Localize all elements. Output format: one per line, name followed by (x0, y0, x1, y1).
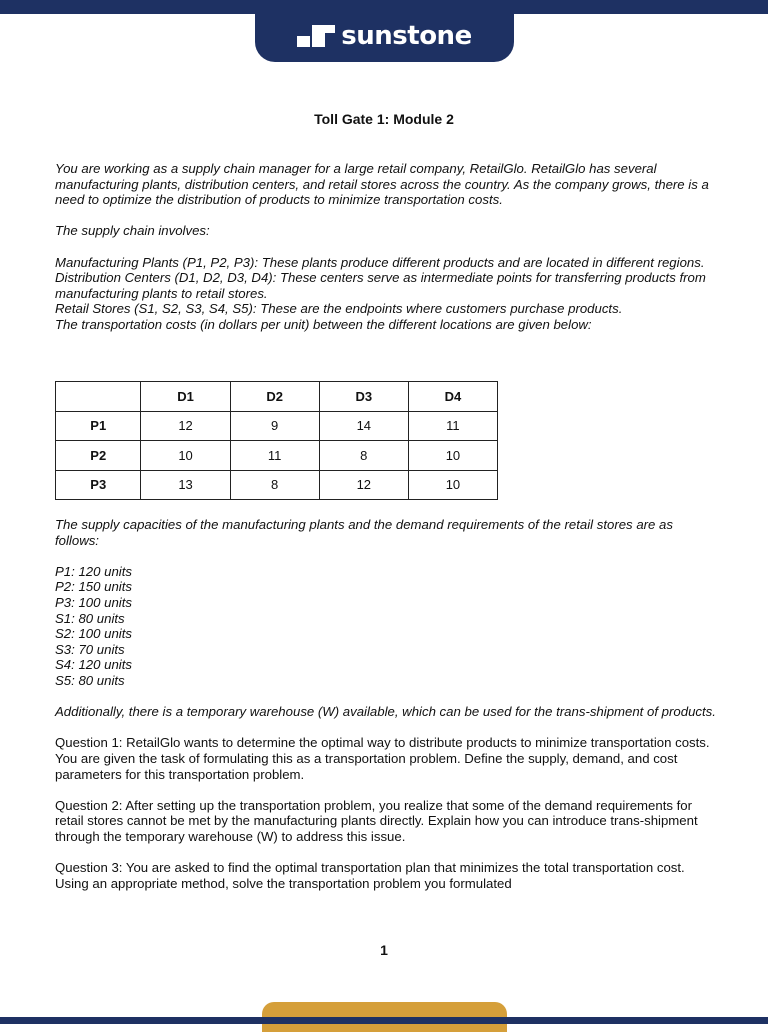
intro-section (55, 161, 717, 333)
table-cell: 11 (230, 441, 319, 471)
table-header-cell (56, 382, 141, 412)
costs-line: The transportation costs (in dollars per unit) between the different locations are given below: (55, 316, 592, 332)
table-cell: 10 (408, 470, 497, 500)
table-header-cell: D1 (141, 382, 230, 412)
capacity-item: P2: 150 units (55, 579, 132, 595)
intro-paragraph: You are working as a supply chain manager for a large retail company, RetailGlo. RetailGlo has several manufacturing plants, distribution centers, and retail stores across the country. As the company grows, there is a need to optimize the distribution of products to minimize transportation costs. (55, 161, 709, 208)
cost-table (55, 381, 498, 500)
page-title: Toll Gate 1: Module 2 (314, 111, 454, 127)
capacities-intro: The supply capacities of the manufacturing plants and the demand requirements of the retail stores are as follows: (55, 517, 673, 548)
capacity-item: S5: 80 units (55, 672, 125, 688)
centers-line: Distribution Centers (D1, D2, D3, D4): These centers serve as intermediate points for transferring products from manufacturing plants to retail stores. (55, 270, 706, 301)
capacity-item: S3: 70 units (55, 641, 125, 657)
page-number: 1 (380, 942, 388, 958)
question-2: Question 2: After setting up the transportation problem, you realize that some of the demand requirements for retail stores cannot be met by the manufacturing plants directly. Explain how you can introduce trans-shipment through the temporary warehouse (W) to address this issue. (55, 797, 698, 844)
table-row (56, 441, 498, 471)
table-cell: 8 (319, 441, 408, 471)
question-3: Question 3: You are asked to find the optimal transportation plan that minimizes the total transportation cost. Using an appropriate method, solve the transportation problem you formulated (55, 860, 685, 891)
warehouse-note: Additionally, there is a temporary warehouse (W) available, which can be used for the trans-shipment of products. (55, 704, 716, 720)
logo (297, 21, 471, 51)
table-cell: 14 (319, 411, 408, 441)
sunstone-logo-icon (297, 25, 335, 47)
table-cell: 10 (408, 441, 497, 471)
table-row (56, 470, 498, 500)
table-header-cell: D4 (408, 382, 497, 412)
logo-tab (255, 0, 514, 62)
table-header-cell: D3 (319, 382, 408, 412)
supply-chain-lead: The supply chain involves: (55, 223, 210, 239)
table-cell: 13 (141, 470, 230, 500)
table-header-row (56, 382, 498, 412)
capacity-item: S2: 100 units (55, 626, 132, 642)
table-cell: 11 (408, 411, 497, 441)
bottom-bar (0, 1017, 768, 1024)
row-label: P1 (56, 411, 141, 441)
capacity-item: P1: 120 units (55, 563, 132, 579)
capacity-item: S1: 80 units (55, 610, 125, 626)
capacities-and-questions (55, 517, 717, 891)
stores-line: Retail Stores (S1, S2, S3, S4, S5): These are the endpoints where customers purchase products. (55, 301, 623, 317)
table-cell: 12 (141, 411, 230, 441)
brand-name: sunstone (341, 21, 472, 51)
capacity-item: S4: 120 units (55, 657, 132, 673)
table-row (56, 411, 498, 441)
question-1: Question 1: RetailGlo wants to determine the optimal way to distribute products to minimize transportation costs. You are given the task of formulating this as a transportation problem. Define the supply, demand, and cost parameters for this transportation problem. (55, 735, 710, 782)
row-label: P3 (56, 470, 141, 500)
capacity-item: P3: 100 units (55, 594, 132, 610)
row-label: P2 (56, 441, 141, 471)
table-cell: 8 (230, 470, 319, 500)
table-cell: 10 (141, 441, 230, 471)
table-header-cell: D2 (230, 382, 319, 412)
table-cell: 9 (230, 411, 319, 441)
plants-line: Manufacturing Plants (P1, P2, P3): These plants produce different products and are located in different regions. (55, 254, 705, 270)
table-cell: 12 (319, 470, 408, 500)
